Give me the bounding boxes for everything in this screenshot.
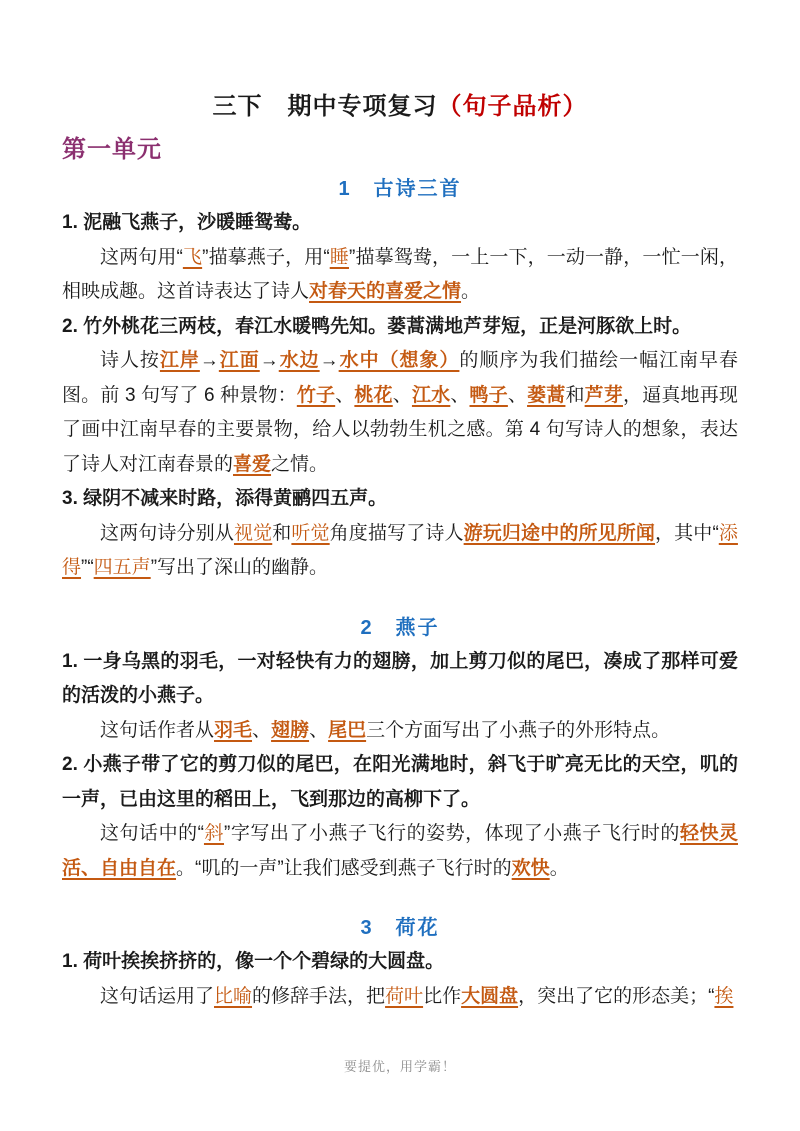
section-heading: 2 燕子 bbox=[360, 616, 440, 639]
highlighted-term: 鸭子 bbox=[469, 384, 508, 406]
text-run: 这句话作者从 bbox=[100, 719, 215, 741]
text-run: 这句话中的“ bbox=[100, 823, 204, 844]
text-run: 、 bbox=[450, 384, 470, 406]
analysis-paragraph bbox=[62, 517, 738, 586]
text-run: 2. 小燕子带了它的剪刀似的尾巴，在阳光满地时，斜飞于旷亮无比的天空，叽的一声，已由这里的稻田上，飞到那边的高柳下了。 bbox=[62, 754, 738, 810]
highlighted-term: 江面 bbox=[218, 350, 260, 371]
highlighted-term: 欢快 bbox=[511, 857, 550, 879]
text-run: 2. 竹外桃花三两枝，春江水暖鸭先知。蒌蒿满地芦芽短，正是河豚欲上时。 bbox=[62, 315, 692, 337]
section-swallow bbox=[62, 611, 738, 887]
text-run: ”描摹燕子，用“ bbox=[202, 246, 330, 268]
text-run: ”“ bbox=[81, 557, 94, 578]
highlighted-term: 荷叶 bbox=[385, 985, 424, 1007]
text-run: 这两句用“ bbox=[100, 246, 183, 268]
page-footer: 要提优，用学霸！ bbox=[343, 1059, 456, 1074]
section-ancient-poems bbox=[62, 172, 738, 586]
analysis-paragraph bbox=[62, 980, 738, 1015]
text-run: 这句话运用了 bbox=[100, 985, 215, 1007]
text-run: 、 bbox=[335, 384, 355, 406]
section-lotus bbox=[62, 911, 738, 1014]
text-run: 的顺序为我们描绘一幅江南早春图。前 3 句写了 6 种景物： bbox=[62, 350, 738, 406]
highlighted-term: 轻快灵活、自由自在 bbox=[62, 823, 738, 879]
highlighted-term: 芦芽 bbox=[584, 384, 623, 406]
highlighted-term: 添得 bbox=[62, 522, 738, 578]
highlighted-term: 游玩归途中的所见所闻 bbox=[463, 522, 656, 544]
page-title bbox=[62, 86, 738, 121]
highlighted-term: 竹子 bbox=[296, 384, 336, 406]
text-run: 、 bbox=[507, 384, 528, 406]
quoted-sentence bbox=[62, 945, 738, 980]
analysis-paragraph bbox=[62, 817, 738, 886]
analysis-paragraph bbox=[62, 241, 738, 310]
highlighted-term: 江水 bbox=[411, 384, 451, 406]
quoted-sentence bbox=[62, 645, 738, 714]
highlighted-term: 江岸 bbox=[159, 350, 200, 371]
analysis-paragraph bbox=[62, 714, 738, 749]
highlighted-term: 对春天的喜爱之情 bbox=[309, 281, 462, 302]
highlighted-term: 视觉 bbox=[233, 522, 273, 544]
unit-heading: 第一单元 bbox=[62, 136, 162, 163]
highlighted-term: 水边 bbox=[278, 350, 320, 371]
text-run: 角度描写了诗人 bbox=[329, 522, 464, 544]
quoted-sentence bbox=[62, 310, 738, 345]
text-run: ”描摹鸳鸯，一上一下，一动一静，一忙一闲，相映成趣。这首诗表达了诗人 bbox=[62, 246, 738, 302]
highlighted-term: 睡 bbox=[329, 246, 349, 268]
text-run: 1. 一身乌黑的羽毛，一对轻快有力的翅膀，加上剪刀似的尾巴，凑成了那样可爱的活泼的小燕子。 bbox=[62, 650, 738, 706]
text-run: 之情。 bbox=[271, 453, 329, 475]
text-run: ”字写出了小燕子飞行的姿势，体现了小燕子飞行时的 bbox=[224, 823, 680, 844]
text-run: 比作 bbox=[423, 985, 462, 1007]
text-run: → bbox=[199, 350, 219, 371]
highlighted-term: 喜爱 bbox=[233, 453, 272, 475]
text-run: ”写出了深山的幽静。 bbox=[150, 557, 329, 578]
text-run: 三个方面写出了小燕子的外形特点。 bbox=[366, 719, 671, 741]
analysis-paragraph bbox=[62, 344, 738, 482]
highlighted-term: 飞 bbox=[182, 246, 203, 268]
text-run: → bbox=[319, 350, 339, 371]
text-run: 。 bbox=[549, 857, 569, 879]
text-run: 这两句诗分别从 bbox=[100, 522, 234, 544]
text-run: ，其中“ bbox=[655, 522, 719, 544]
section-heading: 1 古诗三首 bbox=[338, 178, 462, 200]
text-run: 的修辞手法，把 bbox=[252, 985, 386, 1007]
quoted-sentence bbox=[62, 482, 738, 517]
highlighted-term: 斜 bbox=[203, 823, 225, 844]
quoted-sentence bbox=[62, 206, 738, 241]
section-heading: 3 荷花 bbox=[360, 917, 440, 939]
highlighted-term: 挨 bbox=[714, 985, 734, 1007]
text-run: 、 bbox=[309, 719, 329, 741]
highlighted-term: 听觉 bbox=[291, 522, 330, 544]
text-run: ，逼真地再现了画中江南早春的主要景物，给人以勃勃生机之感。第 4 句写诗人的想象，表达了诗人对江南春景的 bbox=[62, 384, 738, 475]
text-run: 、 bbox=[392, 384, 412, 406]
text-run: 。“叽的一声”让我们感受到燕子飞行时的 bbox=[176, 857, 512, 879]
highlighted-term: 比喻 bbox=[214, 985, 253, 1007]
text-run: 和 bbox=[565, 384, 585, 406]
text-run: 、 bbox=[252, 719, 272, 741]
text-run: 诗人按 bbox=[100, 350, 160, 371]
quoted-sentence bbox=[62, 748, 738, 817]
text-run: 1. 泥融飞燕子，沙暖睡鸳鸯。 bbox=[62, 212, 312, 233]
highlighted-term: 水中（想象） bbox=[338, 350, 460, 371]
highlighted-term: 翅膀 bbox=[271, 719, 310, 741]
title-subtitle: （句子品析） bbox=[437, 93, 588, 120]
text-run: ，突出了它的形态美；“ bbox=[518, 985, 715, 1007]
text-run: 3. 绿阴不减来时路，添得黄鹂四五声。 bbox=[62, 488, 388, 509]
highlighted-term: 尾巴 bbox=[328, 719, 367, 741]
text-run: 1. 荷叶挨挨挤挤的，像一个个碧绿的大圆盘。 bbox=[62, 951, 445, 972]
highlighted-term: 蒌蒿 bbox=[527, 384, 566, 406]
highlighted-term: 桃花 bbox=[354, 384, 393, 406]
text-run: → bbox=[259, 350, 279, 371]
highlighted-term: 四五声 bbox=[93, 557, 151, 578]
text-run: 和 bbox=[272, 522, 292, 544]
highlighted-term: 羽毛 bbox=[214, 719, 253, 741]
highlighted-term: 大圆盘 bbox=[461, 985, 519, 1007]
text-run: 。 bbox=[461, 281, 481, 302]
title-main: 三下 期中专项复习 bbox=[212, 93, 438, 120]
